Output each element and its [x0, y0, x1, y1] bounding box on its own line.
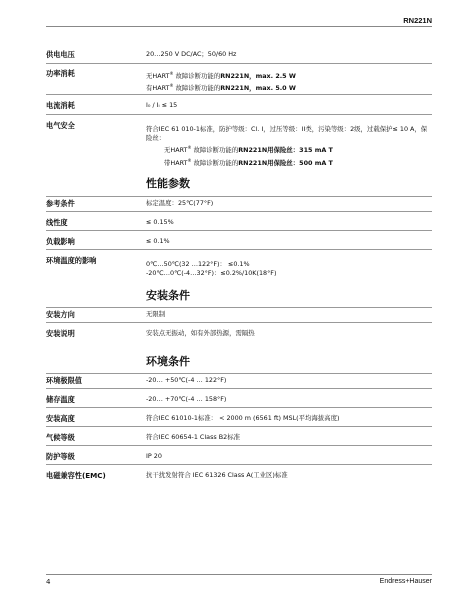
spec-label: 电气安全 [46, 121, 75, 130]
spec-label: 环境极限值 [46, 376, 82, 385]
brand-name: Endress+Hauser [379, 578, 432, 585]
spec-value: 无HART® 故障诊断功能的RN221N，max. 2.5 W 有HART® 故障诊断功能的RN221N，max. 5.0 W [146, 71, 296, 93]
row-divider [46, 464, 432, 465]
spec-value: 安装点无振动，如有外部热源，需隔热 [146, 329, 255, 337]
row-divider [46, 388, 432, 389]
row-divider [46, 249, 432, 250]
spec-label: 供电电压 [46, 50, 75, 59]
row-divider [46, 407, 432, 408]
spec-value: 符合IEC 60654-1 Class B2标准 [146, 433, 241, 441]
spec-label: 功率消耗 [46, 69, 75, 78]
row-divider [46, 94, 432, 95]
spec-label: 负载影响 [46, 237, 75, 246]
spec-value: ≤ 0.15% [146, 218, 174, 226]
spec-value: 符合IEC 61 010-1标准，防护等级：Cl. I，过压等级：II类，污染等级：2级，过载保护≤ 10 A，保险丝： 无HART® 故障诊断功能的RN221N用保险丝：315 mA T 带HART® 故障诊断功能的RN221N用保险丝：500 mA T [146, 125, 428, 167]
spec-label: 气候等级 [46, 433, 75, 442]
row-divider [46, 114, 432, 115]
spec-label: 防护等级 [46, 452, 75, 461]
row-divider [46, 230, 432, 231]
spec-label: 环境温度的影响 [46, 256, 97, 265]
row-divider [46, 307, 432, 308]
spec-label: 参考条件 [46, 199, 75, 208]
spec-value: I₀ / Iᵢ ≤ 15 [146, 101, 178, 109]
spec-value: -20… +50℃(-4 … 122°F) [146, 376, 227, 384]
page-number: 4 [46, 578, 51, 586]
row-divider [46, 445, 432, 446]
spec-label: 安装高度 [46, 414, 75, 423]
spec-value: 标定温度：25℃(77°F) [146, 199, 214, 207]
spec-value: 抗干扰发射符合 IEC 61326 Class A(工业区)标准 [146, 471, 288, 479]
spec-label: 电磁兼容性(EMC) [46, 471, 106, 480]
footer-divider [46, 574, 432, 575]
row-divider [46, 211, 432, 212]
spec-value: -20… +70℃(-4 … 158°F) [146, 395, 227, 403]
section-title-performance: 性能参数 [146, 177, 190, 190]
spec-label: 线性度 [46, 218, 68, 227]
row-divider [46, 196, 432, 197]
spec-value: 0℃…50℃(32 …122°F)： ≤0.1% -20℃…0℃(-4…32°F)：≤0.2%/10K(18°F) [146, 260, 277, 278]
row-divider [46, 63, 432, 64]
spec-label: 安装说明 [46, 329, 75, 338]
spec-value: IP 20 [146, 452, 162, 460]
spec-value: 无限制 [146, 310, 166, 318]
model-header: RN221N [403, 16, 432, 25]
spec-value: 符合IEC 61010-1标准： < 2000 m (6561 ft) MSL(平均海拔高度) [146, 414, 340, 422]
spec-label: 电流消耗 [46, 101, 75, 110]
row-divider [46, 373, 432, 374]
section-title-installation: 安装条件 [146, 289, 190, 302]
section-title-environment: 环境条件 [146, 355, 190, 368]
spec-value: 20…250 V DC/AC；50/60 Hz [146, 50, 237, 58]
spec-label: 储存温度 [46, 395, 75, 404]
header-divider [46, 26, 432, 27]
row-divider [46, 426, 432, 427]
row-divider [46, 322, 432, 323]
spec-value: ≤ 0.1% [146, 237, 170, 245]
spec-label: 安装方向 [46, 310, 75, 319]
